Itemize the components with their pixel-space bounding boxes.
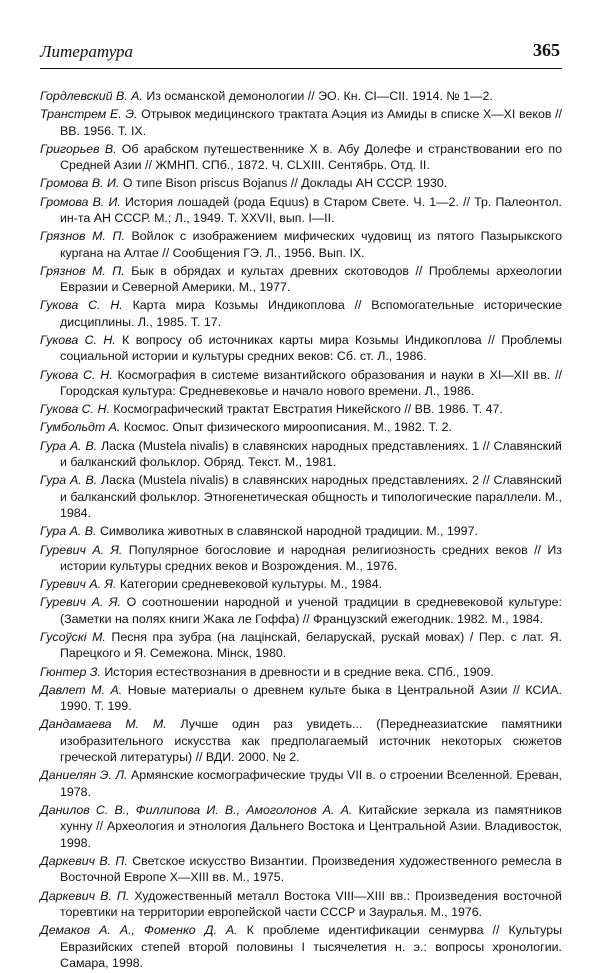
bibliography-entry: [40, 716, 562, 765]
bibliography-entry: [40, 194, 562, 227]
entry-author: Данилов С. В., Филлипова И. В., Амоголонов А. А.: [40, 802, 353, 817]
entry-author: Гюнтер З.: [40, 664, 101, 679]
bibliography-entry: [40, 367, 562, 400]
entry-author: Давлет М. А.: [40, 682, 123, 697]
bibliography-entry: [40, 853, 562, 886]
bibliography-entry: [40, 594, 562, 627]
entry-text: Из османской демонологии // ЭО. Кн. CI—CII. 1914. № 1—2.: [146, 89, 493, 103]
bibliography-entry: [40, 664, 562, 680]
entry-author: Григорьев В.: [40, 141, 117, 156]
bibliography-entry: [40, 88, 562, 104]
entry-text: Новые материалы о древнем культе быка в Центральной Азии // КСИА. 1990. Т. 199.: [60, 682, 563, 714]
entry-text: Космография в системе византийского образования и науки в XI—XII вв. // Городская культура: Средневековье и начало нового времени. Л., 1986.: [60, 367, 562, 399]
entry-text: Об арабском путешественнике X в. Абу Долефе и странствовании его по Средней Азии // ЖМНП. СПб., 1872. Ч. CLXIII. Сентябрь. Отд. II.: [60, 141, 562, 173]
entry-author: Гукова С. Н.: [40, 402, 110, 417]
bibliography-entry: [40, 141, 562, 174]
bibliography-entry: [40, 438, 562, 471]
entry-text: О соотношении народной и ученой традиции в средневековой культуре: (Заметки на полях книги Жака ле Гоффа) // Французский ежегодник. 1982. М., 1984.: [60, 595, 562, 626]
entry-text: Войлок с изображением мифических чудовищ из пятого Пазырыкского кургана на Алтае // Сообщения ГЭ. Л., 1956. Вып. IX.: [60, 229, 562, 260]
bibliography-entry: [40, 629, 562, 662]
bibliography-entry: [40, 419, 562, 435]
entry-author: Транстрем Е. Э.: [40, 107, 138, 122]
entry-text: Ласка (Mustela nivalis) в славянских народных представлениях. 2 // Славянский и балканский фольклор. Этногенетическая общность и типологические параллели. М., 1984.: [60, 473, 562, 521]
entry-text: Ласка (Mustela nivalis) в славянских народных представлениях. 1 // Славянский и балканский фольклор. Обряд. Текст. М., 1981.: [60, 438, 562, 470]
page-number: 365: [533, 40, 560, 60]
entry-text: Бык в обрядах и культах древних скотоводов // Проблемы археологии Евразии и Северной Америки. М., 1977.: [60, 263, 562, 295]
entry-author: Дандамаева М. М.: [40, 717, 167, 732]
entry-author: Гумбольдт А.: [40, 420, 121, 435]
bibliography-entry: [40, 401, 562, 417]
bibliography-entry: [40, 175, 562, 191]
bibliography-entry: [40, 106, 562, 139]
entry-text: О типе Bison priscus Bojanus // Доклады АН СССР. 1930.: [122, 176, 448, 191]
bibliography-entry: [40, 922, 562, 971]
entry-text: Китайские зеркала из памятников хунну // Археология и этнология Дальнего Востока и Центральной Азии. Владивосток, 1998.: [60, 802, 562, 850]
entry-author: Демаков А. А., Фоменко Д. А.: [40, 923, 238, 938]
entry-author: Гордлевский В. А.: [40, 89, 143, 103]
entry-author: Гуревич А. Я.: [40, 542, 123, 557]
entry-text: К проблеме идентификации сенмурва // Культуры Евразийских степей второй половины I тысячелетия н. э.: вопросы хронологии. Самара, 1998.: [60, 923, 562, 971]
entry-author: Громова В. И.: [40, 176, 120, 191]
entry-text: Светское искусство Византии. Произведения художественного ремесла в Восточной Европе X—XIII вв. М., 1975.: [60, 854, 562, 885]
entry-text: История естествознания в древности и в средние века. СПб., 1909.: [104, 664, 494, 679]
bibliography-entry: [40, 297, 562, 330]
entry-text: Отрывок медицинского трактата Аэция из Амиды в списке X—XI веков // ВВ. 1956. Т. IX.: [60, 107, 562, 138]
entry-author: Гукова С. Н.: [40, 367, 113, 382]
entry-author: Громова В. И.: [40, 194, 121, 209]
bibliography-entry: [40, 888, 562, 921]
entry-text: Карта мира Козьмы Индикоплова // Вспомогательные исторические дисциплины. Л., 1985. Т. 17.: [60, 298, 562, 329]
bibliography-entry: [40, 802, 562, 851]
entry-text: Космос. Опыт физического мироописания. М., 1982. Т. 2.: [123, 420, 452, 435]
bibliography-entry: [40, 263, 562, 296]
entry-author: Грязнов М. П.: [40, 263, 125, 278]
entry-author: Даркевич В. П.: [40, 888, 130, 903]
bibliography-entry: [40, 767, 562, 800]
entry-author: Гусоўскі М.: [40, 629, 106, 644]
entry-author: Гукова С. Н.: [40, 298, 123, 313]
bibliography-entry: [40, 576, 562, 592]
bibliography-entry: [40, 682, 562, 715]
bibliography-entry: [40, 332, 562, 365]
entry-author: Даниелян Э. Л.: [40, 768, 128, 783]
entry-author: Даркевич В. П.: [40, 854, 128, 868]
entry-author: Гуревич А. Я.: [40, 595, 121, 610]
entry-text: Лучше один раз увидеть... (Переднеазиатские памятники изобразительного искусства как предполагаемый источник некоторых сюжетов греческой литературы) // ВДИ. 2000. № 2.: [60, 717, 562, 765]
entry-author: Гуревич А. Я.: [40, 577, 117, 592]
running-header: [40, 38, 562, 69]
bibliography-entry: [40, 542, 562, 575]
entry-author: Гура А. В.: [40, 473, 98, 488]
entry-text: История лошадей (рода Equus) в Старом Свете. Ч. 1—2. // Тр. Палеонтол. ин-та АН СССР. М.; Л., 1949. Т. XXVII, вып. I—II.: [60, 194, 562, 226]
entry-text: Популярное богословие и народная религиозность средних веков // Из истории культуры средних веков и Возрождения. М., 1976.: [60, 542, 562, 573]
bibliography-entry: [40, 472, 562, 521]
entry-text: Космографический трактат Евстратия Никейского // ВВ. 1986. Т. 47.: [113, 402, 503, 417]
section-title: Литература: [40, 42, 134, 61]
entry-author: Грязнов М. П.: [40, 229, 125, 244]
entry-text: Песня пра зубра (на лацінскай, беларускай, рускай мовах) / Пер. с лат. Я. Парецкого и Я. Семежона. Мінск, 1980.: [60, 629, 562, 661]
entry-text: К вопросу об источниках карты мира Козьмы Индикоплова // Проблемы социальной истории и культуры средних веков: Сб. ст. Л., 1986.: [60, 333, 562, 364]
bibliography-entry: [40, 523, 562, 539]
entry-author: Гура А. В.: [40, 524, 97, 539]
bibliography-list: [40, 88, 562, 973]
entry-text: Армянские космографические труды VII в. о строении Вселенной. Ереван, 1978.: [60, 768, 562, 799]
entry-text: Художественный металл Востока VIII—XIII вв.: Произведения восточной торевтики на территории европейской части СССР и Зауралья. М., 1976.: [60, 888, 562, 920]
entry-text: Категории средневековой культуры. М., 1984.: [119, 577, 383, 592]
entry-text: Символика животных в славянской народной традиции. М., 1997.: [99, 524, 478, 539]
entry-author: Гура А. В.: [40, 438, 98, 453]
bibliography-entry: [40, 228, 562, 261]
entry-author: Гукова С. Н.: [40, 333, 116, 348]
